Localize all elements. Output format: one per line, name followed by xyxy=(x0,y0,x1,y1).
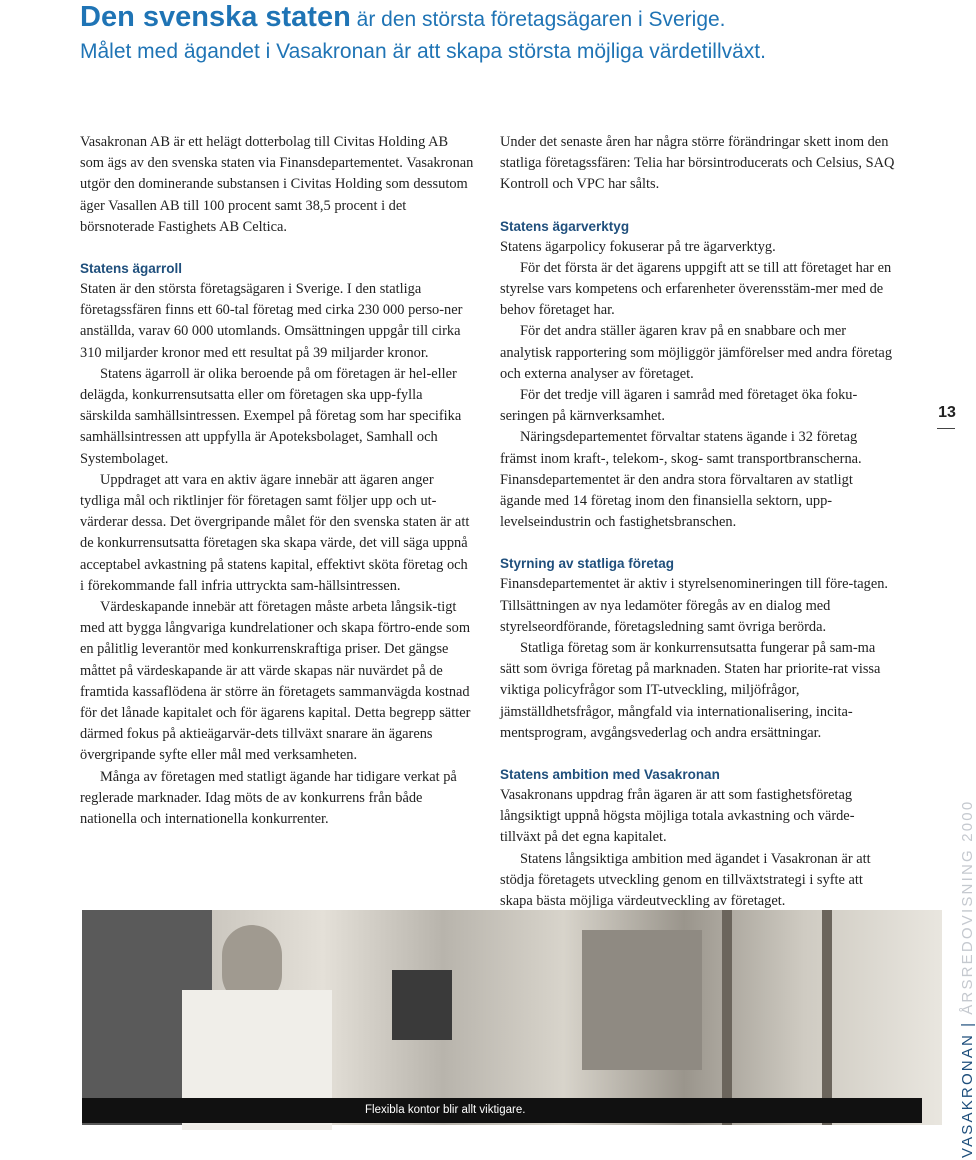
left-column xyxy=(80,132,475,830)
right-column xyxy=(500,132,895,912)
page-number-rule xyxy=(937,428,955,429)
section-heading-agarverktyg: Statens ägarverktyg xyxy=(500,218,630,234)
section-heading-styrning: Styrning av statliga företag xyxy=(500,556,675,572)
photo-window-frame xyxy=(722,910,732,1125)
body-paragraph: För det andra ställer ägaren krav på en snabbare och mer analytisk rapportering som möjliggör jämförelser med andra företag och externa analyser av företaget. xyxy=(500,323,893,382)
body-paragraph: Statliga företag som är konkurrensutsatta fungerar på sam-ma sätt som övriga företag på marknaden. Staten har priorite-rat vissa viktiga policyfrågor som IT-utveckling, miljöfrågor, jämställdhetsfrågor, mångfald via internationalisering, incita-mentsprogram, avgångsvederlag och andra ersättningar. xyxy=(500,640,881,741)
photo-window-frame xyxy=(822,910,832,1125)
headline xyxy=(80,0,940,37)
body-paragraph: Många av företagen med statligt ägande har tidigare verkat på reglerade marknader. Idag möts de av konkurrens från både nationella och internationella konkurrenter. xyxy=(80,768,457,828)
body-paragraph: Finansdepartementet är aktiv i styrelsenomineringen till före-tagen. Tillsättningen av nya ledamöter föregås av en dialog med styrelseordförande, företagsledning samt övriga berörda. xyxy=(500,576,889,635)
photo-caption: Flexibla kontor blir allt viktigare. xyxy=(365,1104,526,1116)
section-heading-agarroll: Statens ägarroll xyxy=(80,261,183,277)
side-label xyxy=(959,799,976,1158)
photo-monitor xyxy=(392,970,452,1040)
subheadline: Målet med ägandet i Vasakronan är att skapa största möjliga värdetillväxt. xyxy=(80,40,766,63)
body-paragraph: Vasakronans uppdrag från ägaren är att som fastighetsföretag långsiktigt uppnå högsta möjliga totala avkastning och värde-tillväxt på det egna kapitalet. xyxy=(500,787,855,846)
body-paragraph: För det tredje vill ägaren i samråd med företaget öka foku-seringen på kärnverksamhet. xyxy=(500,387,858,425)
office-photo xyxy=(82,910,942,1125)
body-paragraph: Statens ägarroll är olika beroende på om företagen är hel-eller delägda, konkurrensutsatta eller om företagen ska upp-fylla särskilda samhällsintressen. Exempel på företag som har specifika samhällsintressen att uppfylla är Apoteksbolaget, Samhall och Systembolaget. xyxy=(80,365,462,467)
body-paragraph: Värdeskapande innebär att företagen måste arbeta långsik-tigt med att bygga långvariga kundrelationer och skapa förtro-ende som en pålitlig leverantör med konkurrenskraftiga priser. Det gängse måttet på värdeskapande är att värde skapas när nuvärdet på de framtida kassaflödena är större än företagets sammanvägda kostnad för det lånade kapitalet och för ägarens kapital. Detta begrepp sätter därmed fokus på aktieägarvär-dets tillväxt snarare än ägarens övergripande syfte eller mål med verksamheten. xyxy=(80,599,471,764)
body-paragraph: Staten är den största företagsägaren i Sverige. I den statliga företagssfären finns ett 60-tal företag med cirka 230 000 perso-ner anställda, varav 60 000 utomlands. Omsättningen uppgår till cirka 310 miljarder kronor med ett resultat på 39 miljarder kronor. xyxy=(80,281,463,361)
side-label-report: ÅRSREDOVISNING 2000 xyxy=(959,799,976,1015)
page-number: 13 xyxy=(938,404,956,421)
intro-paragraph: Vasakronan AB är ett helägt dotterbolag till Civitas Holding AB som ägs av den svenska staten via Finansdepartementet. Vasakronan utgör den dominerande substansen i Civitas Holding som dessutom äger Vasallen AB till 100 procent samt 38,5 procent i det börsnoterade Fastighets AB Celtica. xyxy=(80,134,474,235)
body-paragraph: För det första är det ägarens uppgift att se till att företaget har en styrelse vars kompetens och erfarenheter överensstäm-mer med de behov företaget har. xyxy=(500,259,892,319)
section-heading-ambition: Statens ambition med Vasakronan xyxy=(500,767,720,783)
intro-paragraph: Under det senaste åren har några större förändringar skett inom den statliga företagssfären: Telia har börsintroducerats och Celsius, SAQ Kontroll och VPC har sålts. xyxy=(500,134,895,193)
side-label-separator: | xyxy=(959,1020,976,1027)
body-paragraph: Statens ägarpolicy fokuserar på tre ägarverktyg. xyxy=(500,238,776,255)
headline-rest: är den största företagsägaren i Sverige. xyxy=(350,8,726,31)
body-paragraph: Uppdraget att vara en aktiv ägare innebär att ägaren anger tydliga mål och riktlinjer för företagen samt följer upp och ut-värderar dessa. Det övergripande målet för den svenska staten är att de konkurrensutsatta företagen ska skapa värde, det vill säga uppnå acceptabel avkastning på statens kapital, effektivt sköta företag och i förekommande fall infria uttryckta sam-hällsintressen. xyxy=(80,471,470,594)
page-heading xyxy=(80,0,940,67)
body-paragraph: Statens långsiktiga ambition med ägandet i Vasakronan är att stödja företagets utveckling genom en tillväxtstrategi i syfte att skapa bästa möjliga värdeutveckling av företaget. xyxy=(500,850,871,910)
headline-strong: Den svenska staten xyxy=(80,1,351,33)
photo-room-wall xyxy=(582,930,702,1070)
side-label-org: VASAKRONAN xyxy=(959,1032,976,1158)
body-paragraph: Näringsdepartementet förvaltar statens ägande i 32 företag främst inom kraft-, telekom-, skog- samt transportbranscherna. Finansdepartementet är den andra stora förvaltaren av statligt ägande med 14 företag inom den finansiella sektorn, upp-levelseindustrin och fastighetsbranschen. xyxy=(500,429,862,531)
